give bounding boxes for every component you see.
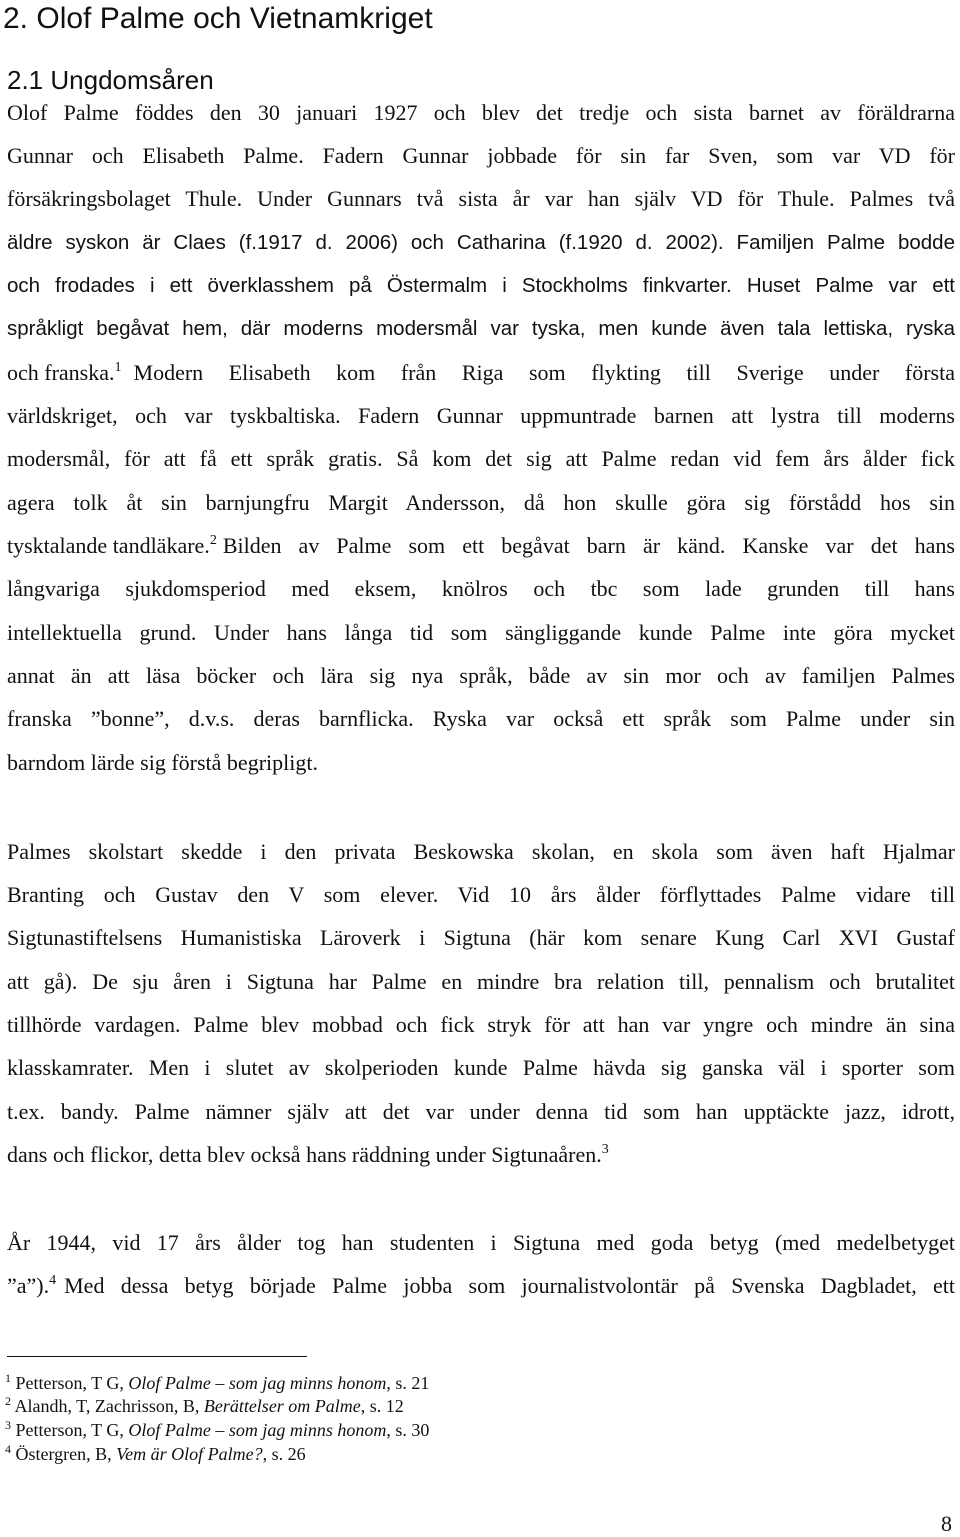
text-line: språkligt begåvat hem, där moderns modersmål var tyska, men kunde även tala lettiska, ryska [7,317,955,340]
text-segment: Modern Elisabeth kom från Riga som flykting till Sverige under första [133,360,955,385]
text-line [7,530,955,562]
text-line: barndom lärde sig förstå begripligt. [7,750,318,775]
text-line: och frodades i ett överklasshem på Östermalm i Stockholms finkvarter. Huset Palme var ett [7,274,955,297]
footnote-mark: 4 [49,1273,57,1288]
text-segment: Bilden av Palme som ett begåvat barn är känd. Kanske var det hans [222,533,955,558]
footnote-mark: 3 [601,1142,609,1157]
text-line: Branting och Gustav den V som elever. Vid 10 års ålder förflyttades Palme vidare till [7,882,955,907]
text-line: Gunnar och Elisabeth Palme. Fadern Gunnar jobbade för sin far Sven, som var VD för [7,143,955,168]
text-segment: tysktalande tandläkare.$^2$ [7,533,217,558]
text-line: t.ex. bandy. Palme nämner själv att det var under denna tid som han upptäckte jazz, idrott, [7,1099,955,1124]
text-line: Palmes skolstart skedde i den privata Beskowska skolan, en skola som även haft Hjalmar [7,839,955,864]
text-line: annat än att läsa böcker och lära sig nya språk, både av sin mor och av familjen Palmes [7,663,955,688]
footnote: $^1$ Petterson, T G, Olof Palme – som jag minns honom, s. 21 [5,1371,430,1393]
text-line: intellektuella grund. Under hans långa tid som sängliggande kunde Palme inte göra mycket [7,620,955,645]
footnote: $^4$ Östergren, B, Vem är Olof Palme?, s. 26 [5,1442,306,1464]
text-line: franska ”bonne”, d.v.s. deras barnflicka. Ryska var också ett språk som Palme under sin [7,706,955,731]
text-line: År 1944, vid 17 års ålder tog han studenten i Sigtuna med goda betyg (med medelbetyget [7,1230,955,1255]
text-line [7,1270,955,1302]
text-line: tillhörde vardagen. Palme blev mobbad och fick stryk för att han var yngre och mindre än sina [7,1012,955,1037]
chapter-title: 2. Olof Palme och Vietnamkriget [3,2,433,35]
footnote-mark: 1 [114,360,122,375]
text-segment: och franska.$^1$ [7,360,122,385]
text-line: agera tolk åt sin barnjungfru Margit Andersson, då hon skulle göra sig förstådd hos sin [7,490,955,515]
text-line: att gå). De sju åren i Sigtuna har Palme en mindre bra relation till, pennalism och brutalitet [7,969,955,994]
text-line [7,357,955,389]
text-line: äldre syskon är Claes (f.1917 d. 2006) och Catharina (f.1920 d. 2002). Familjen Palme bodde [7,231,955,254]
text-line: klasskamrater. Men i slutet av skolperioden kunde Palme hävda sig ganska väl i sporter som [7,1055,955,1080]
text-segment: ”a”).$^4$ [7,1273,57,1298]
text-line: modersmål, för att få ett språk gratis. Så kom det sig att Palme redan vid fem års ålder fick [7,446,955,471]
footnote-mark: 2 [209,533,217,548]
footnote-separator [7,1356,307,1357]
section-title: 2.1 Ungdomsåren [7,65,214,95]
page-number: 8 [941,1511,952,1536]
text-line: långvariga sjukdomsperiod med eksem, knölros och tbc som lade grunden till hans [7,576,955,601]
footnote: $^3$ Petterson, T G, Olof Palme – som jag minns honom, s. 30 [5,1418,430,1440]
footnote: $^2$ Alandh, T, Zachrisson, B, Berättelser om Palme, s. 12 [5,1394,404,1416]
text-line: Sigtunastiftelsens Humanistiska Läroverk i Sigtuna (här kom senare Kung Carl XVI Gustaf [7,925,955,950]
text-line: försäkringsbolaget Thule. Under Gunnars två sista år var han själv VD för Thule. Palmes två [7,186,955,211]
text-line: dans och flickor, detta blev också hans räddning under Sigtunaåren.$^3$ [7,1142,609,1167]
text-line: världskriget, och var tyskbaltiska. Fadern Gunnar uppmuntrade barnen att lystra till moderns [7,403,955,428]
text-segment: Med dessa betyg började Palme jobba som journalistvolontär på Svenska Dagbladet, ett [64,1273,955,1298]
text-line: Olof Palme föddes den 30 januari 1927 och blev det tredje och sista barnet av föräldrarna [7,100,955,125]
